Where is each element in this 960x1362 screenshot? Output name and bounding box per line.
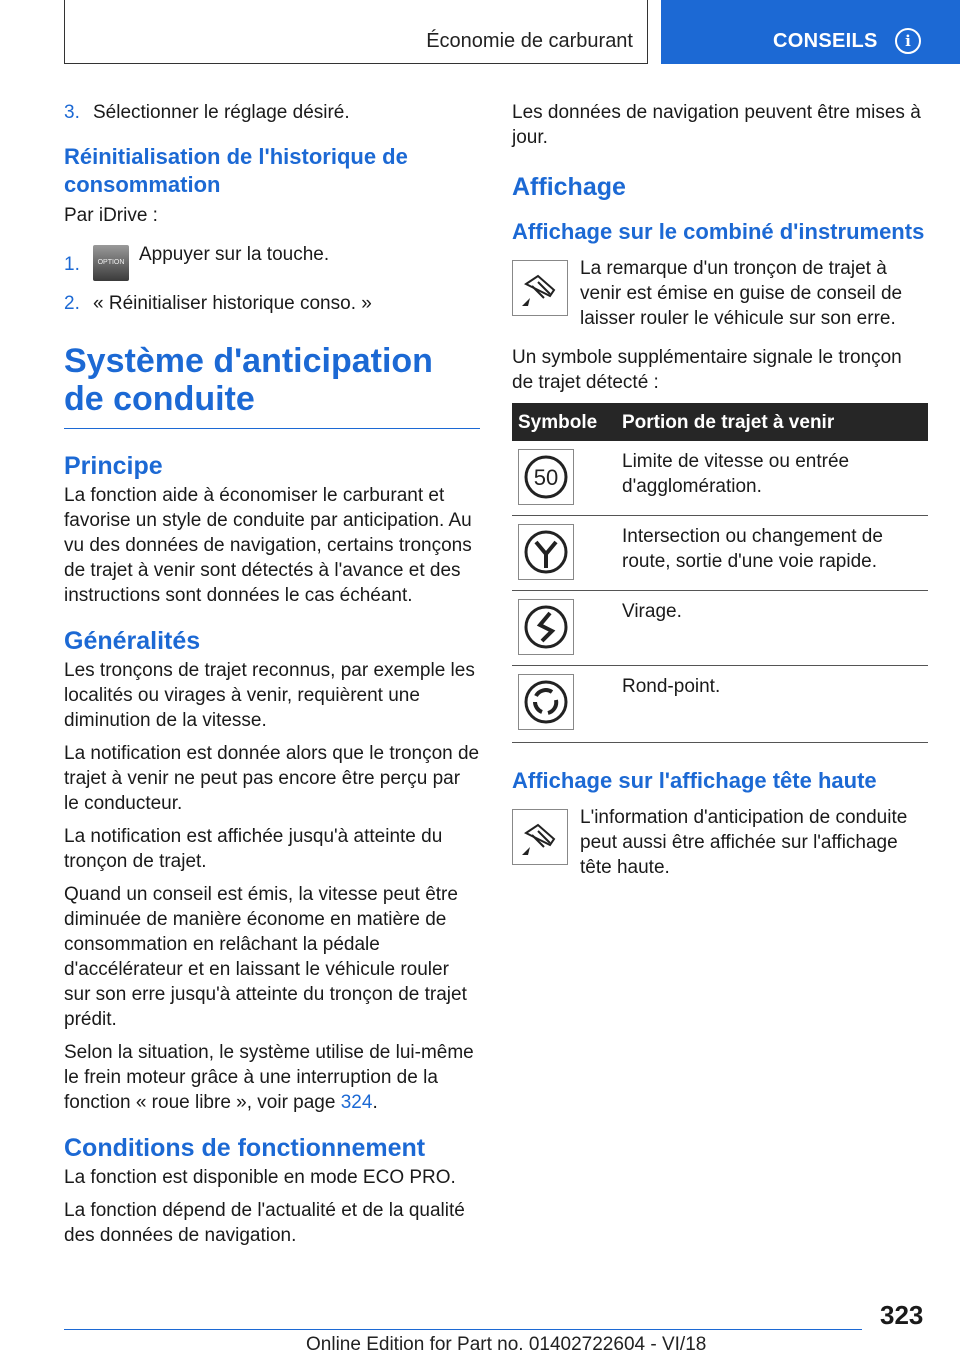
table-row [512, 516, 928, 591]
page-number: 323 [880, 1300, 924, 1330]
paragraph: La notification est donnée alors que le tronçon de trajet à venir ne peut pas encore être perçu par le conducteur. [64, 743, 480, 814]
note [512, 256, 928, 331]
table-cell: Rond-point. [616, 666, 928, 743]
paragraph: Quand un conseil est émis, la vitesse peut être diminuée de manière économe en matière de consommation en relâchant la pédale d'accélérateur et en laissant le véhicule rouler sur son erre jusqu'à atteinte du tronçon de trajet prédit. [64, 884, 467, 1030]
option-button-icon: OPTION [93, 245, 129, 281]
list-item: 1. OPTION Appuyer sur la touche. [64, 242, 480, 281]
info-icon[interactable]: i [895, 28, 921, 54]
table-header-symbole: Symbole [512, 403, 616, 441]
note-text: La remarque d'un tronçon de trajet à venir est émise en guise de conseil de laisser rouler le véhicule sur son erre. [580, 258, 903, 329]
heading-hud: Affichage sur l'affichage tête haute [512, 768, 877, 793]
table-cell: Intersection ou changement de route, sortie d'une voie rapide. [616, 516, 928, 591]
main-heading: Système d'anticipation de conduite [64, 342, 480, 429]
heading-conditions: Conditions de fonctionnement [64, 1134, 426, 1162]
section-title: Économie de carburant [426, 30, 633, 52]
heading-principe: Principe [64, 452, 163, 480]
symbol-table [512, 403, 928, 743]
header-section [64, 0, 648, 64]
paragraph: La fonction est disponible en mode ECO PRO. [64, 1167, 456, 1188]
curve-icon [518, 599, 574, 655]
right-column [512, 100, 928, 894]
principe-text: La fonction aide à économiser le carburant et favorise un style de conduite par anticipation. Au vu des données de navigation, certains tronçons de trajet à venir sont détectés à l'avance et des instructions sont données le cas échéant. [64, 485, 472, 606]
paragraph: La fonction dépend de l'actualité et de la qualité des données de navigation. [64, 1200, 465, 1246]
roundabout-icon [518, 674, 574, 730]
page-link[interactable]: 324 [340, 1092, 373, 1113]
junction-icon [518, 524, 574, 580]
symbol-intro: Un symbole supplémentaire signale le tronçon de trajet détecté : [512, 347, 902, 393]
list-item: 2. « Réinitialiser historique conso. » [64, 293, 372, 314]
table-row [512, 441, 928, 516]
coasting-icon [512, 809, 568, 865]
paragraph: Selon la situation, le système utilise de lui-même le frein moteur grâce à une interruption de la fonction « roue libre », voir page 324. [64, 1042, 474, 1113]
paragraph: Les tronçons de trajet reconnus, par exemple les localités ou virages à venir, requièrent une diminution de la vitesse. [64, 660, 475, 731]
note-text: L'information d'anticipation de conduite peut aussi être affichée sur l'affichage tête haute. [580, 807, 908, 878]
coasting-icon [512, 260, 568, 316]
table-row [512, 666, 928, 743]
left-column [64, 100, 480, 1256]
svg-text:50: 50 [533, 465, 559, 490]
heading-combine: Affichage sur le combiné d'instruments [512, 219, 925, 244]
header-chapter[interactable] [661, 0, 960, 64]
footer-edition: Online Edition for Part no. 01402722604 - VI/18 [306, 1334, 707, 1355]
speed-limit-50-icon [518, 449, 574, 505]
table-header [512, 403, 928, 441]
heading-affichage: Affichage [512, 173, 626, 201]
heading-reset: Réinitialisation de l'historique de consommation [64, 144, 408, 197]
note [512, 805, 928, 880]
table-cell: Limite de vitesse ou entrée d'agglomération. [616, 441, 928, 516]
heading-generalites: Généralités [64, 627, 201, 655]
table-cell: Virage. [616, 591, 928, 666]
paragraph: La notification est affichée jusqu'à atteinte du tronçon de trajet. [64, 826, 443, 872]
idrive-text: Par iDrive : [64, 205, 158, 226]
footer-divider [64, 1329, 862, 1330]
list-item: 3. Sélectionner le réglage désiré. [64, 102, 350, 123]
nav-update-text: Les données de navigation peuvent être mises à jour. [512, 102, 921, 148]
chapter-title[interactable]: CONSEILS [773, 30, 878, 52]
table-header-portion: Portion de trajet à venir [616, 403, 928, 441]
table-row [512, 591, 928, 666]
